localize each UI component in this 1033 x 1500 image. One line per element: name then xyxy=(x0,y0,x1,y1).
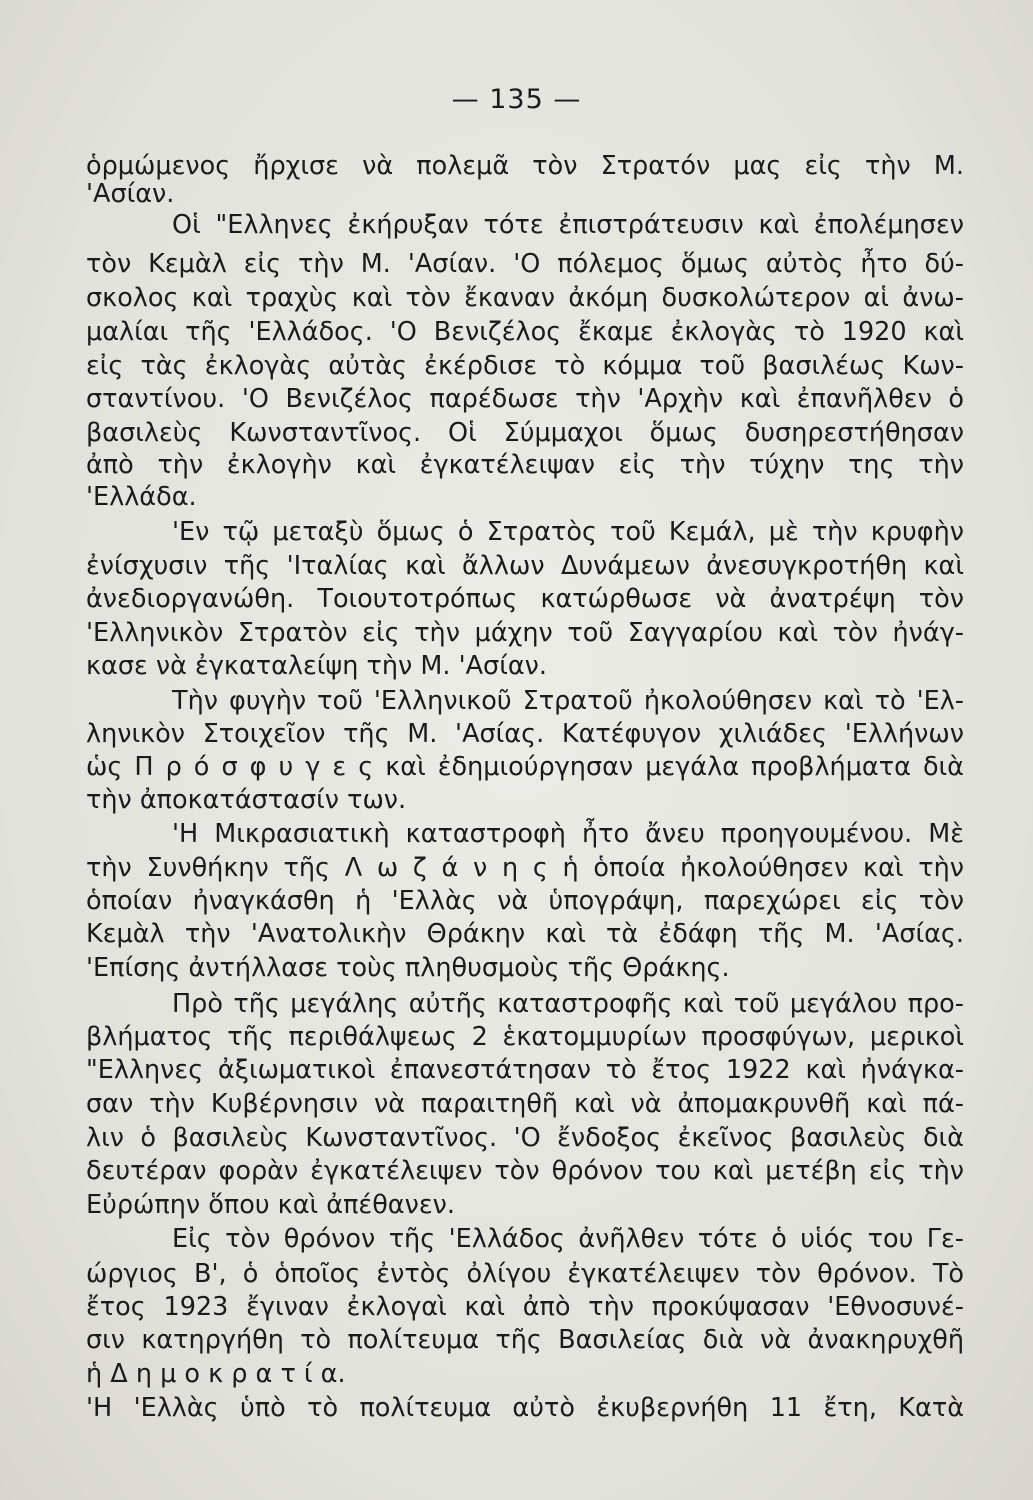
text-line: Οἱ "Ελληνες ἐκήρυξαν τότε ἐπιστράτευσιν καὶ ἐπολέμησεν xyxy=(172,210,964,240)
text-line: Κεμὰλ τὴν 'Ανατολικὴν Θράκην καὶ τὰ ἐδάφη τῆς Μ. 'Ασίας. xyxy=(86,919,964,949)
text-line: ὁποίαν ἠναγκάσθη ἡ 'Ελλὰς νὰ ὑπογράψη, παρεχώρει εἰς τὸν xyxy=(86,886,964,916)
text-line: ἐνίσχυσιν τῆς 'Ιταλίας καὶ ἄλλων Δυνάμεων ἀνεσυγκροτήθη καὶ xyxy=(86,551,964,581)
text-line: ἔτος 1923 ἔγιναν ἐκλογαὶ καὶ ἀπὸ τὴν προκύψασαν 'Εθνοσυνέ- xyxy=(86,1292,964,1322)
text-line: ὡς Π ρ ό σ φ υ γ ε ς καὶ ἐδημιούργησαν μεγάλα προβλήματα διὰ xyxy=(86,752,964,782)
text-line: μαλίαι τῆς 'Ελλάδος. 'Ο Βενιζέλος ἔκαμε ἐκλογὰς τὸ 1920 καὶ xyxy=(86,317,964,347)
text-line: τὴν Συνθήκην τῆς Λ ω ζ ά ν η ς ἡ ὁποία ἠκολούθησεν καὶ τὴν xyxy=(86,853,964,883)
text-line: δευτέραν φορὰν ἐγκατέλειψεν τὸν θρόνον του καὶ μετέβη εἰς τὴν xyxy=(86,1156,964,1186)
text-line: "Ελληνες ἀξιωματικοὶ ἐπανεστάτησαν τὸ ἔτος 1922 καὶ ἠνάγκα- xyxy=(86,1055,964,1085)
text-line: τὴν ἀποκατάστασίν των. xyxy=(86,785,407,815)
text-line: κασε νὰ ἐγκαταλείψη τὴν Μ. 'Ασίαν. xyxy=(86,651,547,681)
text-line: εἰς τὰς ἐκλογὰς αὐτὰς ἐκέρδισε τὸ κόμμα τοῦ βασιλέως Κων- xyxy=(86,351,964,381)
page-number: — 135 — xyxy=(451,84,582,115)
text-line: ληνικὸν Στοιχεῖον τῆς Μ. 'Ασίας. Κατέφυγον χιλιάδες 'Ελλήνων xyxy=(86,719,964,749)
text-line: ἡ Δ η μ ο κ ρ α τ ί α. xyxy=(86,1359,346,1389)
text-line: ὁρμώμενος ἤρχισε νὰ πολεμᾶ τὸν Στρατόν μας εἰς τὴν Μ. xyxy=(86,151,964,181)
text-line: Πρὸ τῆς μεγάλης αὐτῆς καταστροφῆς καὶ τοῦ μεγάλου προ- xyxy=(172,989,964,1019)
text-line: 'Ελλάδα. xyxy=(86,482,197,512)
text-line: 'Ασίαν. xyxy=(86,179,175,209)
text-line: Τὴν φυγὴν τοῦ 'Ελληνικοῦ Στρατοῦ ἠκολούθησεν καὶ τὸ 'Ελ- xyxy=(172,686,964,716)
text-line: σιν κατηργήθη τὸ πολίτευμα τῆς Βασιλείας διὰ νὰ ἀνακηρυχθῆ xyxy=(86,1325,964,1355)
text-line: 'Εν τῷ μεταξὺ ὅμως ὁ Στρατὸς τοῦ Κεμάλ, μὲ τὴν κρυφὴν xyxy=(172,517,964,547)
text-line: λιν ὁ βασιλεὺς Κωνσταντῖνος. 'Ο ἔνδοξος ἐκεῖνος βασιλεὺς διὰ xyxy=(86,1123,964,1153)
text-line: 'Επίσης ἀντήλλασε τοὺς πληθυσμοὺς τῆς Θράκης. xyxy=(86,953,730,983)
text-line: ἀπὸ τὴν ἐκλογὴν καὶ ἐγκατέλειψαν εἰς τὴν τύχην της τὴν xyxy=(86,450,964,480)
text-line: 'Η Μικρασιατικὴ καταστροφὴ ἦτο ἄνευ προηγουμένου. Μὲ xyxy=(172,819,964,849)
text-line: 'Η 'Ελλὰς ὑπὸ τὸ πολίτευμα αὐτὸ ἐκυβερνήθη 11 ἔτη, Κατὰ xyxy=(86,1393,964,1423)
text-line: σκολος καὶ τραχὺς καὶ τὸν ἔκαναν ἀκόμη δυσκολώτερον αἱ ἀνω- xyxy=(86,283,964,313)
text-line: 'Ελληνικὸν Στρατὸν εἰς τὴν μάχην τοῦ Σαγγαρίου καὶ τὸν ἠνάγ- xyxy=(86,618,964,648)
text-line: σαν τὴν Κυβέρνησιν νὰ παραιτηθῆ καὶ νὰ ἀπομακρυνθῆ καὶ πά- xyxy=(86,1089,964,1119)
text-line: Εἰς τὸν θρόνον τῆς 'Ελλάδος ἀνῆλθεν τότε ὁ υἱός του Γε- xyxy=(172,1224,964,1254)
text-line: βασιλεὺς Κωνσταντῖνος. Οἱ Σύμμαχοι ὅμως δυσηρεστήθησαν xyxy=(86,418,964,448)
text-line: Εὐρώπην ὅπου καὶ ἀπέθανεν. xyxy=(86,1190,455,1220)
text-line: τὸν Κεμὰλ εἰς τὴν Μ. 'Ασίαν. 'Ο πόλεμος ὅμως αὐτὸς ἦτο δύ- xyxy=(86,249,964,279)
text-line: ώργιος Β', ὁ ὁποῖος ἐντὸς ὀλίγου ἐγκατέλειψεν τὸν θρόνον. Τὸ xyxy=(86,1259,964,1289)
text-line: ἀνεδιοργανώθη. Τοιουτοτρόπως κατώρθωσε νὰ ἀνατρέψη τὸν xyxy=(86,584,964,614)
text-line: βλήματος τῆς περιθάλψεως 2 ἑκατομμυρίων προσφύγων, μερικοὶ xyxy=(86,1022,964,1052)
text-line: σταντίνου. 'Ο Βενιζέλος παρέδωσε τὴν 'Αρχὴν καὶ ἐπανῆλθεν ὁ xyxy=(86,384,964,414)
